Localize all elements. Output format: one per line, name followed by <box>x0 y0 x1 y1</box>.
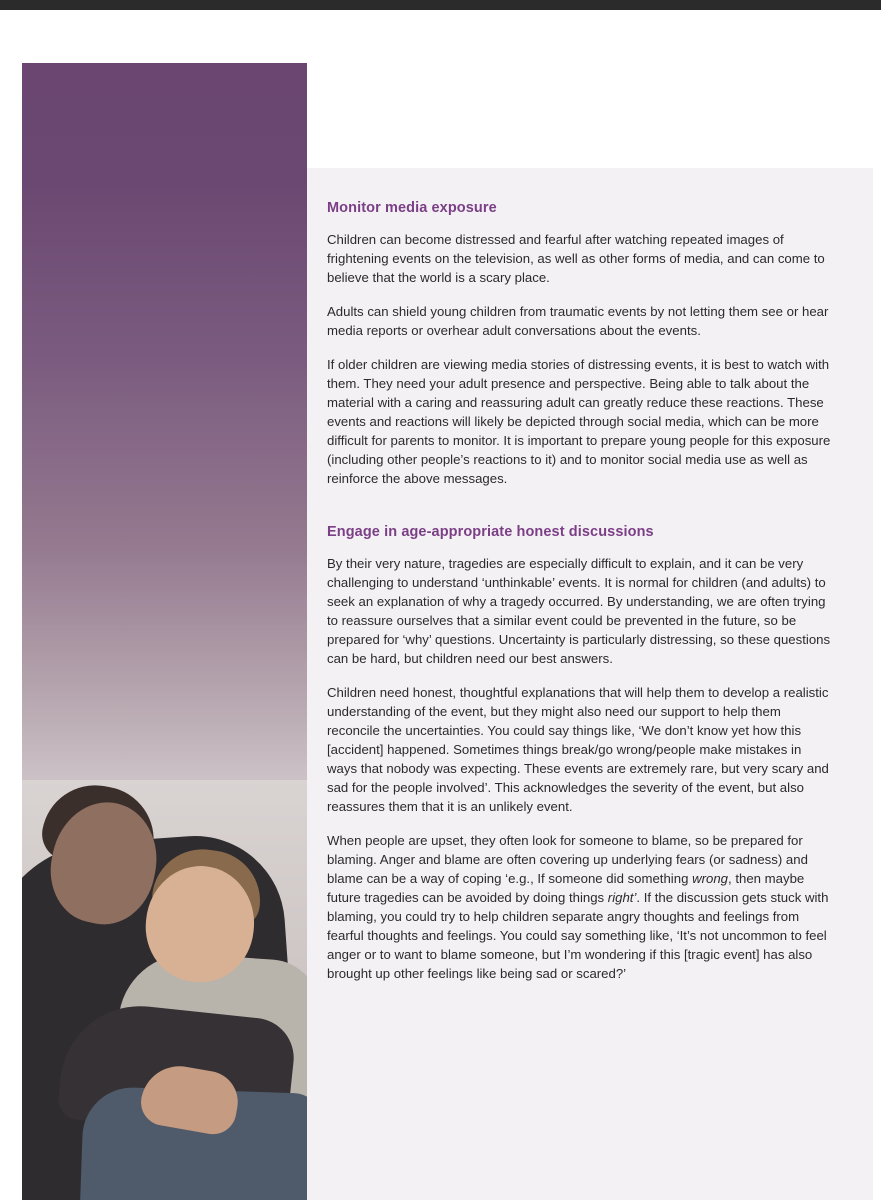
paragraph: Children can become distressed and fearful after watching repeated images of frightening events on the television, as well as other forms of media, and can come to believe that the world is a scary place. <box>327 232 825 285</box>
content-inner <box>307 168 873 983</box>
top-bar <box>0 0 881 10</box>
paragraph-blame <box>327 831 833 983</box>
paragraph: Children need honest, thoughtful explanations that will help them to develop a realistic understanding of the event, but they might also need our support to help them reconcile the uncertainties. You could say things like, ‘We don’t know yet how this [accident] happened. Sometimes things break/go wrong/people make mistakes in ways that nobody was expecting. These events are extremely rare, but very scary and sad for the people involved’. This acknowledges the severity of the event, but also reassures them that it is an unlikely event. <box>327 685 829 814</box>
photo-panel <box>22 63 307 1200</box>
blame-text-part-1: When people are upset, they often look for someone to blame, so be prepared for blaming. Anger and blame are often covering up underlying fears (or sadness) and blame can be a way of coping ‘e.g., If someone did something <box>327 833 808 886</box>
blame-emphasis-right: right’ <box>607 890 637 905</box>
blame-text-part-3: . If the discussion gets stuck with blaming, you could try to help children separate angry thoughts and feelings from fearful thoughts and feelings. You could say something like, ‘It’s not uncommon to feel anger or to want to blame someone, but I’m wondering if this [tragic event] has also brought up other feelings like being sad or scared?’ <box>327 890 829 981</box>
blame-text-part-2: , then maybe future tragedies can be avoided by doing things <box>327 871 805 905</box>
section-heading-monitor-media-exposure: Monitor media exposure <box>327 200 497 216</box>
section-heading-engage-in-age-appropriate-honest-discussions: Engage in age-appropriate honest discussions <box>327 524 654 540</box>
paragraph: By their very nature, tragedies are especially difficult to explain, and it can be very challenging to understand ‘unthinkable’ events. It is normal for children (and adults) to seek an explanation of why a tragedy occurred. By understanding, we are often trying to reassure ourselves that a similar event could be prevented in the future, so be prepared for ‘why’ questions. Uncertainty is particularly distressing, so these questions can be hard, but children need our best answers. <box>327 556 831 666</box>
photo-image <box>22 780 307 1200</box>
content-panel <box>307 168 873 1200</box>
paragraph: If older children are viewing media stories of distressing events, it is best to watch with them. They need your adult presence and perspective. Being able to talk about the material with a caring and reassuring adult can greatly reduce these reactions. These events and reactions will likely be depicted through social media, which can be more difficult for parents to monitor. It is important to prepare young people for this exposure (including other people’s reactions to it) and to monitor social media use as well as reinforce the above messages. <box>327 357 831 486</box>
paragraph: Adults can shield young children from traumatic events by not letting them see or hear media reports or overhear adult conversations about the events. <box>327 304 829 338</box>
blame-emphasis-wrong: wrong <box>692 871 728 886</box>
